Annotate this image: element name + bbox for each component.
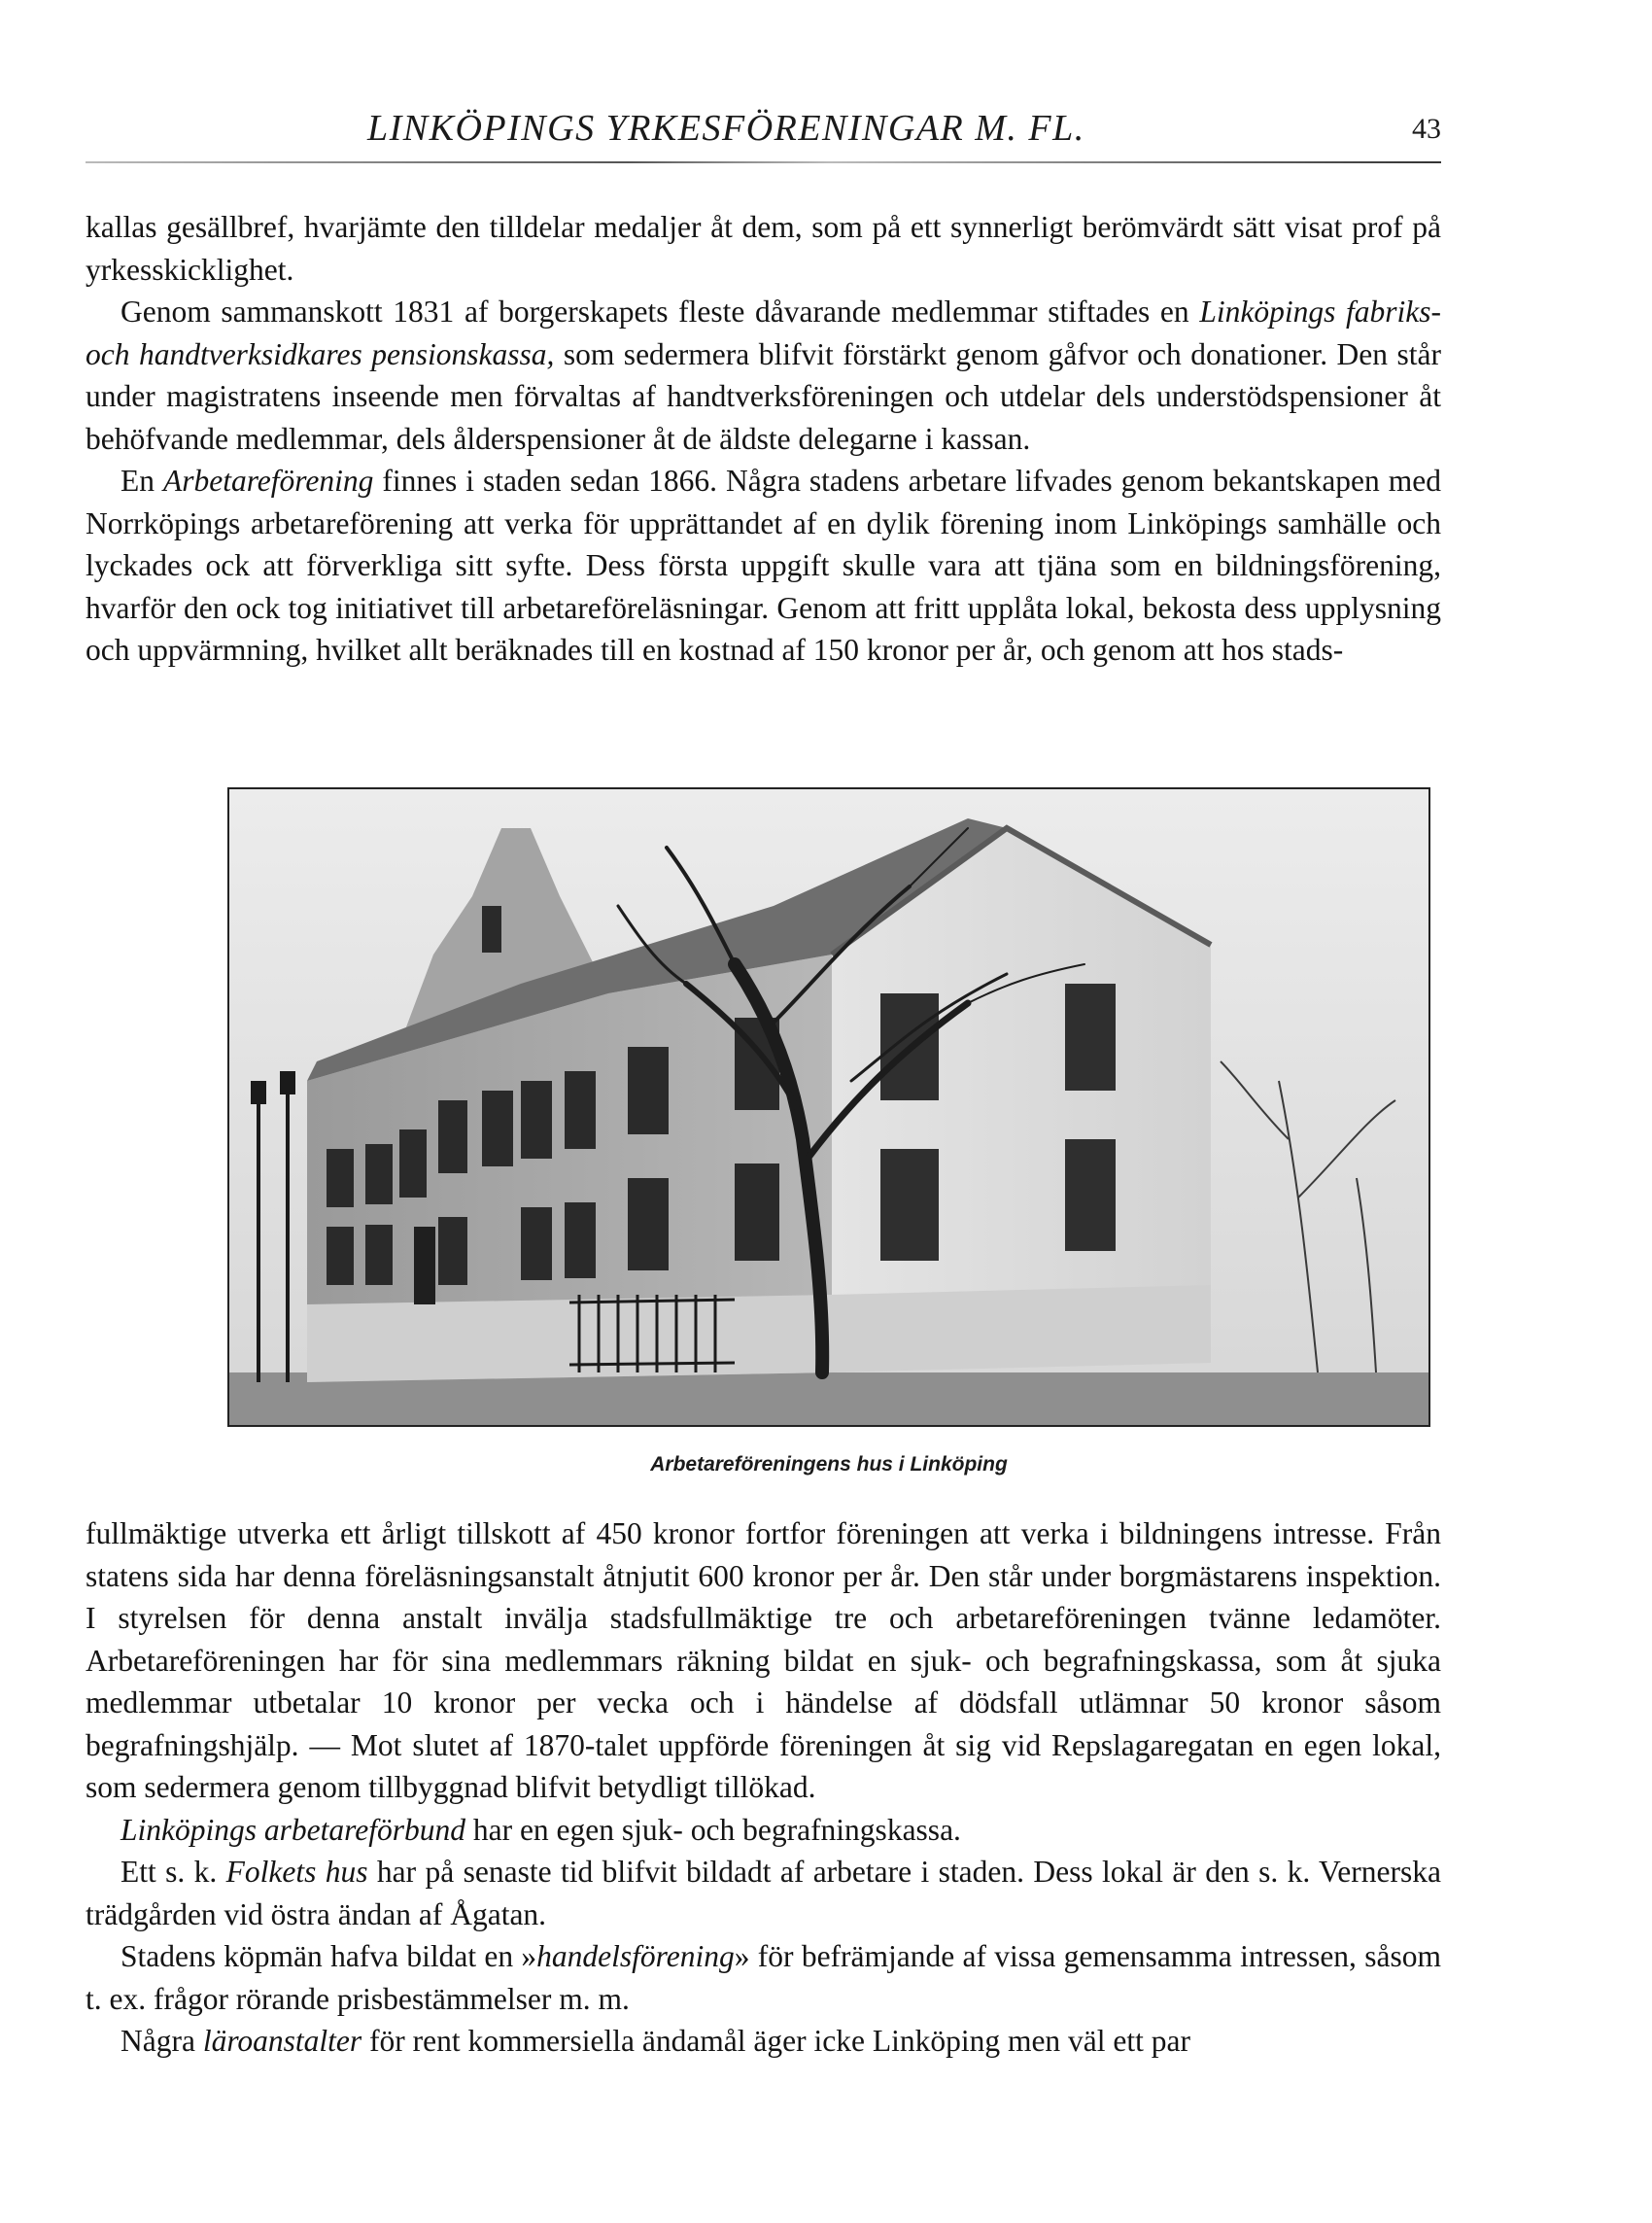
- paragraph: fullmäktige utverka ett årligt tillskott af 450 kronor fortfor föreningen att verka i bildningens intresse. Från statens sida har denna föreläsningsanstalt åtnjutit 600 kronor per år. Den står under borgmästarens inspektion. I styrelsen för denna anstalt invälja stadsfullmäktige tre och arbetareföreningen tvänne ledamöter. Arbetareföreningen har för sina medlemmars räkning bildat en sjuk- och begrafningskassa, som åt sjuka medlemmar utbetalar 10 kronor per vecka och i händelse af dödsfall utlämnar 50 kronor såsom begrafningshjälp. — Mot slutet af 1870-talet uppförde föreningen åt sig vid Repslagaregatan en egen lokal, som sedermera genom tillbyggnad blifvit betydligt tillökad.: [86, 1516, 1441, 1804]
- paragraph: En Arbetareförening finnes i staden sedan 1866. Några stadens arbetare lifvades genom bekantskapen med Norrköpings arbetareförening att verka för upprättandet af en dylik förening inom Linköpings samhälle och lyckades ock att förverkliga sitt syfte. Dess första uppgift skulle vara att tjäna som en bildningsförening, hvarför den ock tog initiativet till arbetareföreläsningar. Genom att fritt upplåta lokal, bekosta dess upplysning och uppvärmning, hvilket allt beräknades till en kostnad af 150 kronor per år, och genom att hos stads-: [86, 464, 1441, 667]
- page-number: 43: [1412, 113, 1441, 145]
- paragraph: Genom sammanskott 1831 af borgerskapets fleste dåvarande medlemmar stiftades en Linköpings fabriks- och handtverksidkares pensionskassa, som sedermera blifvit förstärkt genom gåfvor och donationer. Den står under magistratens inseende men förvaltas af handtverksföreningen och utdelar dels understödspensioner åt behöfvande medlemmar, dels ålderspensioner åt de äldste delegarne i kassan.: [86, 295, 1441, 456]
- building-photograph: [227, 787, 1430, 1427]
- paragraph: kallas gesällbref, hvarjämte den tilldelar medaljer åt dem, som på ett synnerligt berömvärdt sätt visat prof på yrkesskicklighet.: [86, 210, 1441, 287]
- ground: [229, 1372, 1428, 1425]
- door: [414, 1227, 435, 1304]
- italic-term: handelsförening: [536, 1939, 735, 1973]
- italic-term: läroanstalter: [202, 2024, 362, 2058]
- italic-term: Linköpings arbetareförbund: [120, 1812, 465, 1847]
- italic-term: Folkets hus: [225, 1855, 368, 1889]
- header-rule: [86, 161, 1441, 163]
- paragraph: Några läroanstalter för rent kommersiella ändamål äger icke Linköping men väl ett par: [120, 2024, 1190, 2058]
- figure-caption: Arbetareföreningens hus i Linköping: [650, 1453, 1008, 1476]
- paragraph: Linköpings arbetareförbund har en egen sjuk- och begrafningskassa.: [120, 1812, 961, 1847]
- page-header: [86, 107, 1441, 169]
- body-text-top: [86, 206, 1441, 672]
- italic-term: Linköpings fabriks- och handtverksidkares pensionskassa,: [86, 295, 1441, 371]
- paragraph: Stadens köpmän hafva bildat en »handelsförening» för befrämjande af vissa gemensamma intressen, såsom t. ex. frågor rörande prisbestämmelser m. m.: [86, 1939, 1441, 2016]
- running-title: LINKÖPINGS YRKESFÖRENINGAR M. FL.: [367, 108, 1085, 149]
- paragraph: Ett s. k. Folkets hus har på senaste tid blifvit bildadt af arbetare i staden. Dess lokal är den s. k. Vernerska trädgården vid östra ändan af Ågatan.: [86, 1855, 1441, 1931]
- italic-term: Arbetareförening: [162, 464, 374, 498]
- body-text-bottom: [86, 1512, 1441, 2063]
- building-illustration: [229, 789, 1428, 1425]
